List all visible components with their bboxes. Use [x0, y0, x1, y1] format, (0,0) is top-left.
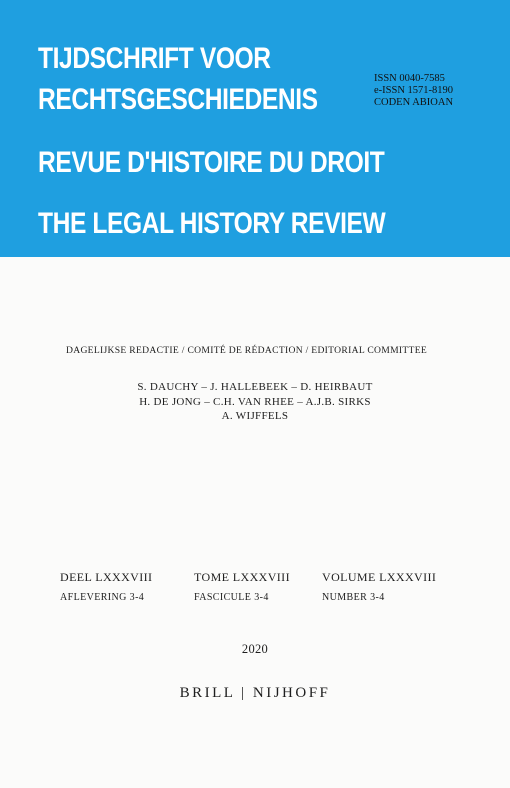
- issue-column-dutch: [60, 570, 152, 603]
- publisher-name: BRILL | NIJHOFF: [179, 685, 331, 701]
- editors-line-1: S. DAUCHY – J. HALLEBEEK – D. HEIRBAUT: [137, 381, 373, 393]
- journal-title-english: THE LEGAL HISTORY REVIEW: [38, 207, 386, 240]
- issue-column-french: [194, 570, 290, 603]
- eissn: e-ISSN 1571-8190: [374, 85, 454, 96]
- issue-number-dutch: AFLEVERING 3-4: [60, 592, 145, 603]
- issue-number-english: NUMBER 3-4: [322, 592, 385, 603]
- volume-dutch: DEEL LXXXVIII: [60, 570, 153, 584]
- editors-line-2: H. DE JONG – C.H. VAN RHEE – A.J.B. SIRKS: [139, 395, 371, 408]
- journal-title-dutch-line1: TIJDSCHRIFT VOOR: [38, 42, 271, 75]
- issue-column-english: [322, 570, 436, 603]
- journal-title-french: REVUE D'HISTOIRE DU DROIT: [38, 146, 385, 179]
- committee-heading: DAGELIJKSE REDACTIE / COMITÉ DE RÉDACTION / EDITORIAL COMMITTEE: [66, 345, 428, 356]
- editors-line-3: A. WIJFFELS: [221, 410, 289, 422]
- coden: CODEN ABIOAN: [374, 97, 454, 108]
- editors-list: [0, 380, 510, 424]
- issue-number-french: FASCICULE 3-4: [194, 592, 269, 603]
- issn-block: [374, 73, 453, 109]
- volume-english: VOLUME LXXXVIII: [322, 570, 437, 584]
- issn: ISSN 0040-7585: [374, 73, 445, 84]
- publication-year: 2020: [241, 642, 269, 656]
- volume-french: TOME LXXXVIII: [194, 570, 290, 584]
- journal-title-dutch-line2: RECHTSGESCHIEDENIS: [38, 83, 318, 116]
